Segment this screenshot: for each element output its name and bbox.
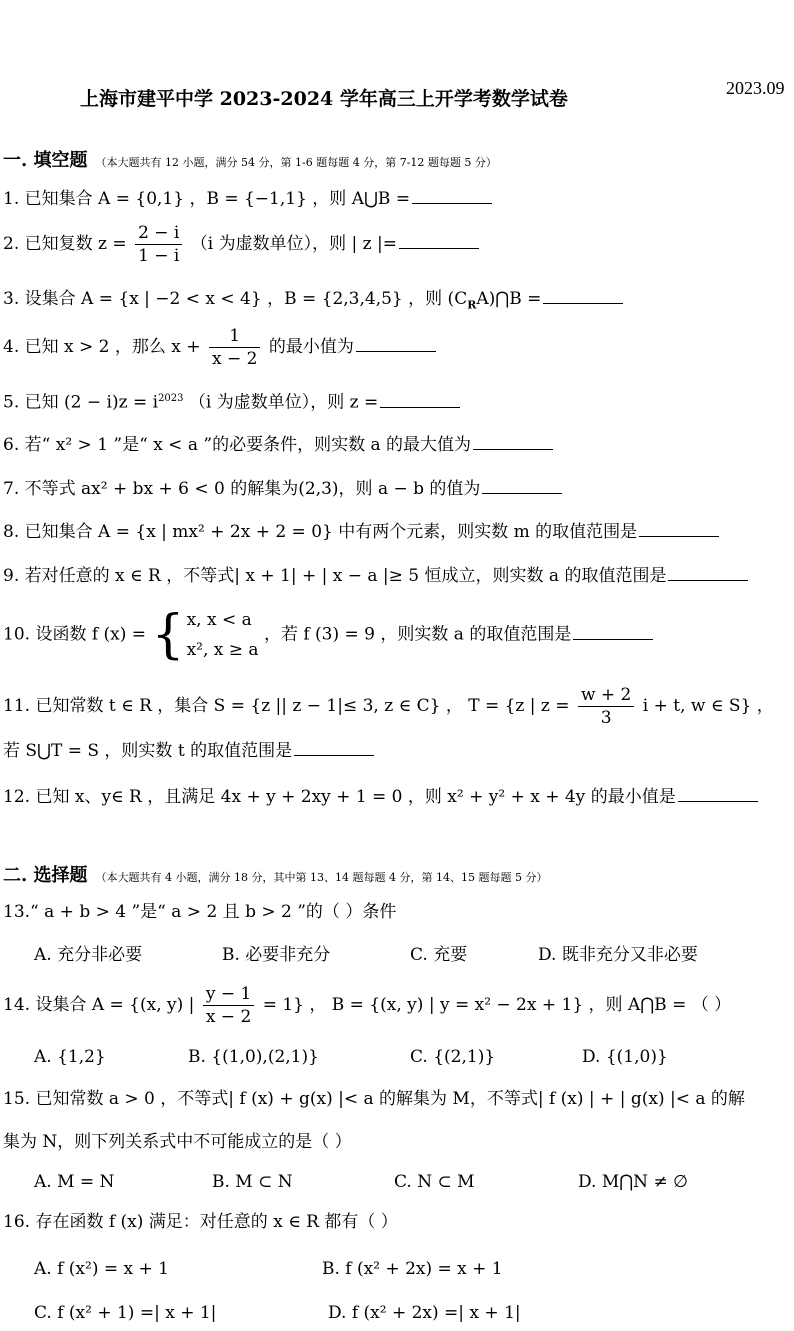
answer-blank[interactable] (399, 247, 479, 249)
question-text: 若“ x² > 1 ”是“ x < a ”的必要条件，则实数 a 的最大值为 (24, 435, 472, 455)
numerator: y − 1 (203, 983, 254, 1006)
question-number: 7. (3, 479, 20, 499)
denominator: 1 − i (138, 246, 180, 266)
question-13: 13.“ a + b > 4 ”是“ a > 2 且 b > 2 ”的（ ）条件 (3, 902, 397, 922)
question-text: 已知 (2 − i)z = i (24, 392, 159, 413)
question-text: 的最小值为 (268, 337, 354, 357)
question-11-line-2 (3, 740, 374, 762)
q13-option-a[interactable]: A. 充分非必要 (34, 945, 143, 965)
question-text: = 1} ， B = {(x, y) | y = x² − 2x + 1} ，则 A⋂B = （ ） (262, 995, 732, 1015)
answer-blank[interactable] (294, 754, 374, 756)
question-number: 2. (3, 234, 20, 254)
q13-option-c[interactable]: C. 充要 (410, 945, 468, 965)
question-text: 已知集合 A = {0,1} ，B = {−1,1} ，则 A⋃B = (24, 189, 411, 209)
q15-option-a[interactable]: A. M = N (34, 1172, 115, 1192)
exam-date: 2023.09 (726, 78, 785, 98)
question-4 (3, 325, 436, 370)
question-number: 9. (3, 566, 20, 586)
q14-option-a[interactable]: A. {1,2} (34, 1047, 106, 1067)
question-text: 已知复数 z = (24, 234, 127, 254)
question-text: （i 为虚数单位），则 | z |= (190, 234, 397, 254)
section-note: （本大题共有 12 小题，满分 54 分，第 1-6 题每题 4 分，第 7-12 题每题 5 分） (95, 156, 497, 169)
question-11 (3, 684, 774, 729)
superscript: 2023 (158, 393, 184, 404)
answer-blank[interactable] (639, 535, 719, 537)
question-15-line-1: 15. 已知常数 a > 0 ，不等式| f (x) + g(x) |< a 的解集为 M，不等式| f (x) | + | g(x) |< a 的解 (3, 1089, 745, 1109)
answer-blank[interactable] (473, 448, 553, 450)
question-text: 设集合 A = {x | −2 < x < 4} ，B = {2,3,4,5} ，则 (C (24, 289, 468, 309)
question-1 (3, 188, 492, 210)
question-number: 3. (3, 289, 20, 309)
section-fill-in-header (3, 146, 497, 172)
fraction (578, 684, 634, 729)
question-number: 4. (3, 337, 20, 357)
q14-option-c[interactable]: C. {(2,1)} (410, 1047, 496, 1067)
answer-blank[interactable] (412, 202, 492, 204)
question-3 (3, 288, 623, 316)
answer-blank[interactable] (380, 406, 460, 408)
fraction (203, 983, 254, 1028)
answer-blank[interactable] (482, 492, 562, 494)
question-text: 不等式 ax² + bx + 6 < 0 的解集为(2,3)，则 a − b 的值为 (24, 479, 481, 499)
answer-blank[interactable] (573, 638, 653, 640)
numerator: w + 2 (578, 684, 634, 707)
cases (187, 605, 259, 665)
question-text: 设函数 f (x) = (35, 624, 147, 645)
question-text: 已知集合 A = {x | mx² + 2x + 2 = 0} 中有两个元素，则实数 m 的取值范围是 (24, 522, 638, 542)
question-number: 1. (3, 189, 20, 209)
fraction (135, 222, 182, 267)
question-6 (3, 434, 553, 456)
question-15-line-2: 集为 N，则下列关系式中不可能成立的是（ ） (3, 1132, 352, 1152)
answer-blank[interactable] (668, 579, 748, 581)
question-number: 8. (3, 522, 20, 542)
question-text: i + t, w ∈ S} ， (642, 696, 774, 716)
q14-option-d[interactable]: D. {(1,0)} (582, 1047, 668, 1067)
q16-option-d[interactable]: D. f (x² + 2x) =| x + 1| (328, 1303, 521, 1323)
question-10 (3, 605, 653, 665)
question-text: 已知 x、y∈ R ，且满足 4x + y + 2xy + 1 = 0 ，则 x² + y² + x + 4y 的最小值是 (35, 787, 676, 807)
subscript: R (467, 298, 477, 312)
q13-option-d[interactable]: D. 既非充分又非必要 (538, 945, 698, 965)
question-7 (3, 478, 562, 500)
q15-option-c[interactable]: C. N ⊂ M (394, 1172, 475, 1192)
question-number: 6. (3, 435, 20, 455)
question-14 (3, 983, 731, 1028)
piecewise-function (151, 605, 258, 665)
denominator: x − 2 (211, 349, 258, 369)
denominator: x − 2 (205, 1007, 252, 1027)
section-choice-header (3, 861, 548, 887)
question-16: 16. 存在函数 f (x) 满足：对任意的 x ∈ R 都有（ ） (3, 1212, 398, 1232)
q14-option-b[interactable]: B. {(1,0),(2,1)} (188, 1047, 319, 1067)
question-number: 12. (3, 787, 31, 807)
answer-blank[interactable] (678, 800, 758, 802)
question-text: 设集合 A = {(x, y) | (35, 995, 195, 1015)
q15-option-d[interactable]: D. M⋂N ≠ ∅ (578, 1172, 688, 1192)
q16-option-b[interactable]: B. f (x² + 2x) = x + 1 (322, 1259, 503, 1279)
question-number: 14. (3, 995, 31, 1015)
question-text: （i 为虚数单位），则 z = (188, 392, 379, 413)
question-text: ，若 f (3) = 9 ，则实数 a 的取值范围是 (263, 624, 572, 645)
answer-blank[interactable] (356, 350, 436, 352)
question-text: 若对任意的 x ∈ R ，不等式| x + 1| + | x − a |≥ 5 恒成立，则实数 a 的取值范围是 (24, 566, 667, 586)
page-title: 上海市建平中学 2023-2024 学年高三上开学考数学试卷 (80, 88, 568, 110)
question-number: 11. (3, 696, 31, 716)
question-text: 若 S⋃T = S ，则实数 t 的取值范围是 (3, 741, 293, 761)
brace: { (151, 605, 185, 665)
question-number: 5. (3, 392, 20, 413)
denominator: 3 (600, 708, 612, 728)
question-text: 已知 x > 2 ，那么 x + (24, 337, 201, 357)
section-label: 二. 选择题 (3, 865, 88, 886)
question-number: 10. (3, 624, 31, 645)
question-text: A)⋂B = (476, 289, 542, 309)
case-1: x, x < a (186, 610, 252, 630)
question-8 (3, 521, 719, 543)
numerator: 2 − i (135, 222, 182, 245)
question-2 (3, 222, 479, 267)
q16-option-c[interactable]: C. f (x² + 1) =| x + 1| (34, 1303, 217, 1323)
question-12 (3, 786, 758, 808)
section-note: （本大题共有 4 小题，满分 18 分，其中第 13、14 题每题 4 分，第 14、15 题每题 5 分） (95, 871, 548, 884)
answer-blank[interactable] (543, 302, 623, 304)
q16-option-a[interactable]: A. f (x²) = x + 1 (34, 1259, 169, 1279)
section-label: 一. 填空题 (3, 150, 88, 171)
q15-option-b[interactable]: B. M ⊂ N (212, 1172, 293, 1192)
q13-option-b[interactable]: B. 必要非充分 (222, 945, 331, 965)
fraction (209, 325, 260, 370)
numerator: 1 (209, 325, 260, 348)
question-text: 已知常数 t ∈ R ，集合 S = {z || z − 1|≤ 3, z ∈ C} ， T = {z | z = (35, 696, 570, 716)
case-2: x², x ≥ a (186, 640, 259, 660)
question-9 (3, 565, 748, 587)
question-5 (3, 388, 460, 414)
